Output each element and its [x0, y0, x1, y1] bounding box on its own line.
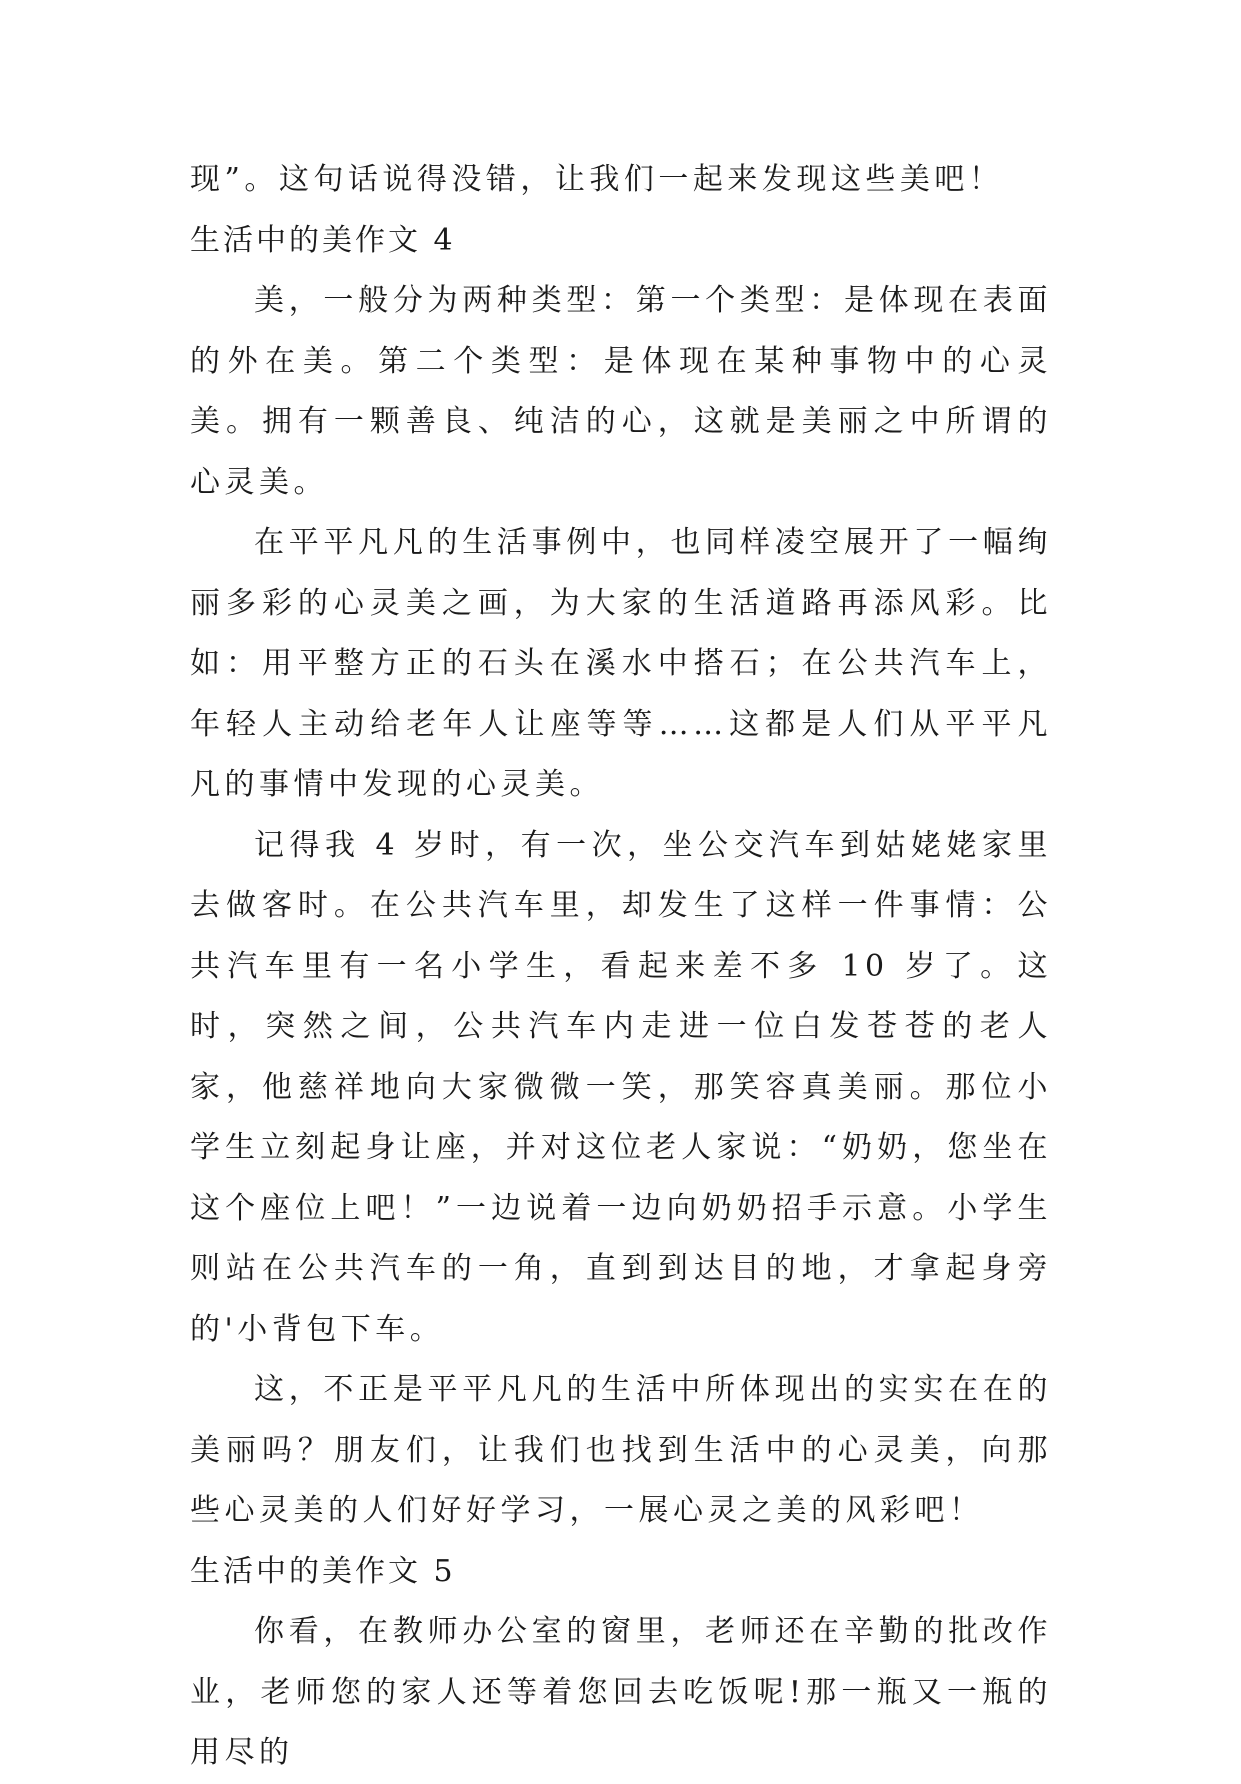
- paragraph-conclusion: 这，不正是平平凡凡的生活中所体现出的实实在在的美丽吗？朋友们，让我们也找到生活中的心灵美，向那些心灵美的人们好好学习，一展心灵之美的风彩吧！: [190, 1372, 1052, 1528]
- paragraph-everyday-examples: 在平平凡凡的生活事例中，也同样凌空展开了一幅绚丽多彩的心灵美之画，为大家的生活道路再添风彩。比如：用平整方正的石头在溪水中搭石；在公共汽车上，年轻人主动给老年人让座等等……这都是人们从平平凡凡的事情中发现的心灵美。: [190, 525, 1052, 802]
- document-page: [190, 150, 1052, 1784]
- paragraph-teacher-office: 你看，在教师办公室的窗里，老师还在辛勤的批改作业，老师您的家人还等着您回去吃饭呢!那一瓶又一瓶的用尽的: [190, 1614, 1052, 1770]
- paragraph-continuation: 现”。这句话说得没错，让我们一起来发现这些美吧！: [190, 162, 1004, 197]
- paragraph-bus-story: 记得我 4 岁时，有一次，坐公交汽车到姑姥姥家里去做客时。在公共汽车里，却发生了这样一件事情：公共汽车里有一名小学生，看起来差不多 10 岁了。这时，突然之间，公共汽车内走进一位白发苍苍的老人家，他慈祥地向大家微微一笑，那笑容真美丽。那位小学生立刻起身让座，并对这位老人家说：“奶奶，您坐在这个座位上吧！”一边说着一边向奶奶招手示意。小学生则站在公共汽车的一角，直到到达目的地，才拿起身旁的'小背包下车。: [190, 827, 1052, 1347]
- essay-heading-4: 生活中的美作文 4: [190, 222, 456, 258]
- paragraph-types-of-beauty: 美，一般分为两种类型：第一个类型：是体现在表面的外在美。第二个类型：是体现在某种事物中的心灵美。拥有一颗善良、纯洁的心，这就是美丽之中所谓的心灵美。: [190, 283, 1052, 500]
- essay-heading-5: 生活中的美作文 5: [190, 1553, 456, 1589]
